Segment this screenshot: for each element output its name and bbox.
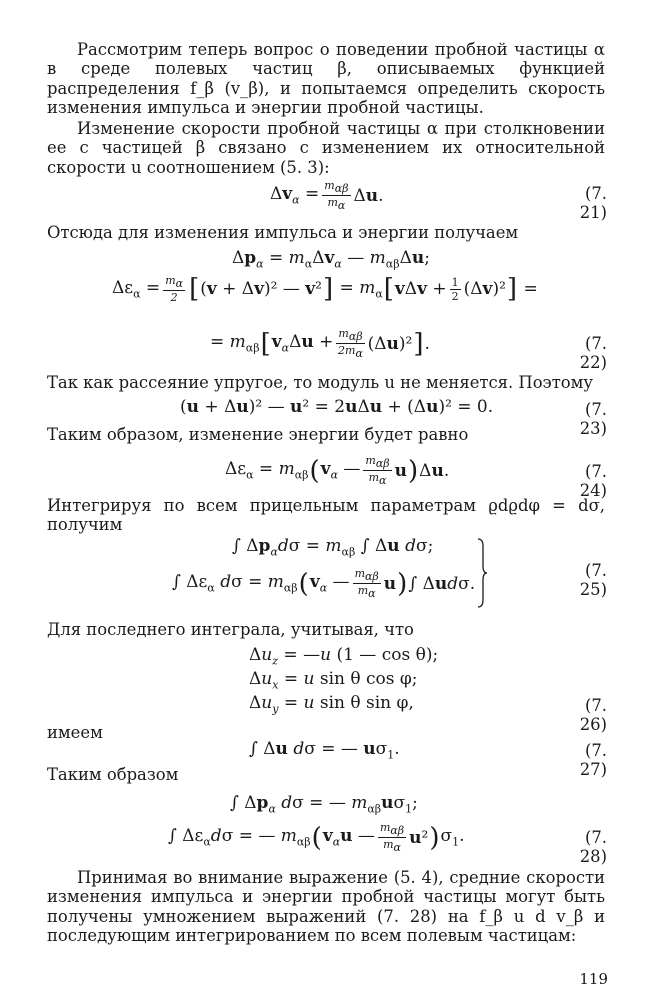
equation-number: (7. 27) — [579, 741, 607, 779]
equation-energy-integral: ∫ $\Delta\varepsilon_\alpha$ $d\sigma = m_{\alpha\beta}$ ( $v_\alpha$ — $m_{\alpha\beta}$ $m_\alpha$ u ) ∫ Δudσ. — [172, 567, 476, 601]
equation-momentum-integral: ∫ $\Delta p_\alpha d\sigma = m_{\alpha\beta}$ ∫ Δu dσ; — [232, 536, 434, 559]
equation-7-21: $\Delta v_\alpha$ = $m_{\alpha\beta}$ $m_\alpha$ Δu. — [270, 179, 384, 213]
equation-energy-rate: ∫ $\Delta\varepsilon_\alpha d\sigma$ = — $m_{\alpha\beta}$ ( $v_\alpha u$ — $m_{\alpha\beta}$ $m_\alpha$ u² ) $\sigma_1$. — [168, 821, 465, 855]
equation-7-27: ∫ Δu dσ = — $u\sigma_1$. — [249, 739, 400, 762]
right-brace-icon — [477, 538, 487, 608]
equation-delta-ux: $\Delta u_x = u$ sin θ cos φ; — [249, 669, 418, 692]
page-number: 119 — [579, 970, 608, 988]
equation-number: (7. 21) — [579, 184, 607, 222]
paragraph-we-have: имеем — [47, 723, 103, 742]
equation-momentum-rate: ∫ $\Delta p_\alpha$ dσ = — $m_{\alpha\beta}u\sigma_1$; — [230, 793, 418, 816]
equation-number: (7. 22) — [579, 334, 607, 372]
equation-number: (7. 23) — [579, 400, 607, 438]
paragraph-integration: Интегрируя по всем прицельным параметрам ϱdϱdφ = dσ, получим — [47, 496, 605, 535]
equation-number: (7. 26) — [579, 696, 607, 734]
paragraph-averaging: Принимая во внимание выражение (5. 4), средние скорости изменения импульса и энергии пробной частицы могут быть получены умножением выражений (7. 28) на f_β u d v_β и последующим интегрированием по всем полевым частицам: — [47, 868, 605, 946]
paragraph-elastic: Так как рассеяние упругое, то модуль u не меняется. Поэтому — [47, 373, 594, 392]
equation-energy-change-cont: = $m_{\alpha\beta}$ [ $v_\alpha\Delta u$ + $m_{\alpha\beta}$ $2m_\alpha$ (Δu)² ] . — [210, 327, 430, 361]
equation-number: (7. 24) — [579, 462, 607, 500]
equation-delta-uy: $\Delta u_y = u$ sin θ sin φ, — [249, 693, 414, 716]
paragraph-energy-result: Таким образом, изменение энергии будет равно — [47, 425, 469, 444]
equation-delta-uz: $\Delta u_z$ = —u (1 — cos θ); — [249, 645, 439, 668]
paragraph-last-integral: Для последнего интеграла, учитывая, что — [47, 620, 414, 639]
paragraph-intro: Рассмотрим теперь вопрос о поведении пробной частицы α в среде полевых частиц β, описываемых функцией распределения f_β (v_β), и попытаемся определить скорость изменения импульса и энергии пробной частицы. — [47, 40, 605, 118]
equation-momentum-change: $\Delta p_\alpha = m_\alpha\Delta v_\alpha$ — $m_{\alpha\beta}\Delta u$; — [232, 248, 430, 271]
equation-number: (7. 28) — [579, 828, 607, 866]
paragraph-velocity-change: Изменение скорости пробной частицы α при столкновении ее с частицей β связано с изменением их относительной скорости u соотношением (5. 3): — [47, 119, 605, 177]
equation-number: (7. 25) — [579, 561, 607, 599]
paragraph-momentum-energy: Отсюда для изменения импульса и энергии получаем — [47, 223, 519, 242]
equation-energy-change: $\Delta\varepsilon_\alpha$ = $\frac{m_\alpha}{2}$ [ (v + Δv)² — v² ] = $m_\alpha$ [ vΔv + $\frac{1}{2}$ (Δv)² ] = — [112, 274, 538, 305]
paragraph-thus: Таким образом — [47, 765, 179, 784]
equation-7-23: (u + Δu)² — u² = 2uΔu + (Δu)² = 0. — [180, 397, 494, 417]
equation-7-24: $\Delta\varepsilon_\alpha = m_{\alpha\beta}$ ( $v_\alpha$ — $m_{\alpha\beta}$ $m_\alpha$ u ) Δu. — [225, 454, 450, 488]
